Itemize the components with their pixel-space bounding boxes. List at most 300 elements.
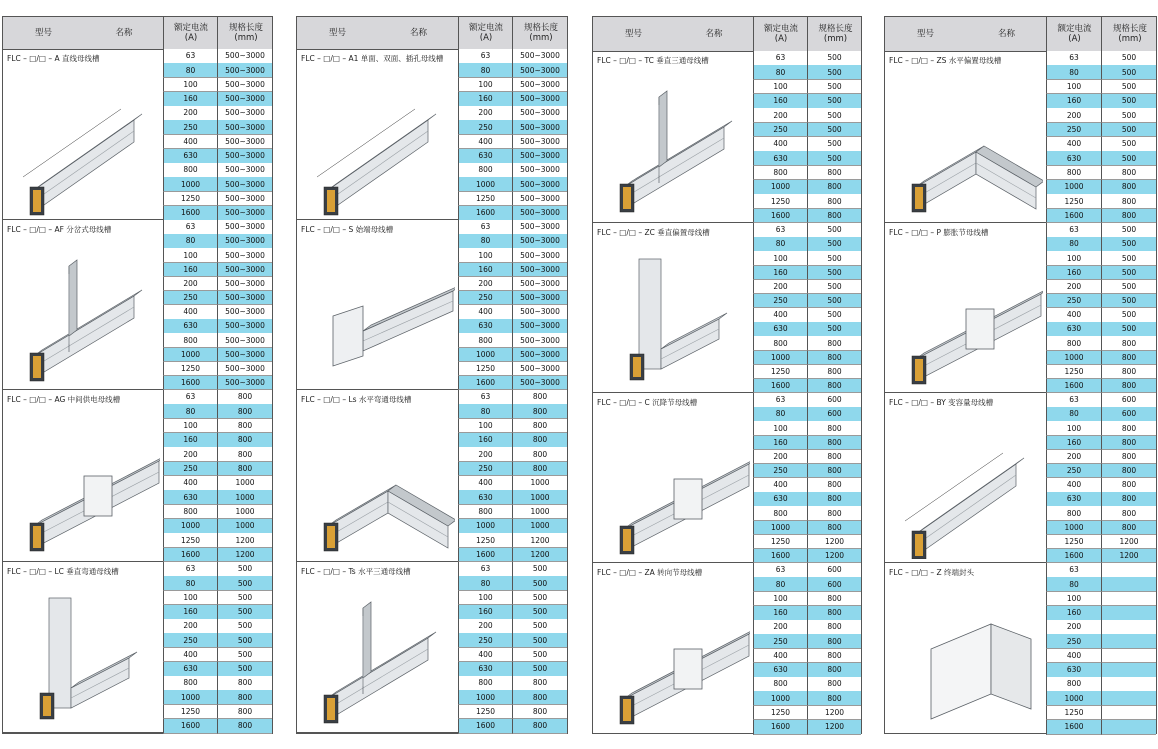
product-section xyxy=(3,562,272,733)
product-section xyxy=(297,562,567,733)
busbar-illustration xyxy=(891,67,1043,219)
rated-current-cell: 250 xyxy=(458,291,513,306)
rated-current-cell: 1250 xyxy=(1046,194,1102,209)
rated-current-cell: 63 xyxy=(753,51,808,66)
length-spec-cell: 800 xyxy=(808,194,861,209)
rated-current-cell: 400 xyxy=(458,305,513,320)
length-spec-cell: 500~3000 xyxy=(218,362,272,377)
rated-current-cell: 1000 xyxy=(753,180,808,195)
rated-current-cell: 1250 xyxy=(163,705,218,720)
length-spec-cell: 500 xyxy=(218,662,272,677)
length-spec-cell: 800 xyxy=(218,433,272,448)
rated-current-cell: 800 xyxy=(753,506,808,521)
length-spec-cell: 500 xyxy=(808,137,861,152)
rated-current-cell: 80 xyxy=(163,234,218,249)
length-spec-cell: 800 xyxy=(1102,209,1156,224)
rated-current-cell: 100 xyxy=(163,419,218,434)
length-spec-cell: 500 xyxy=(1102,94,1156,109)
product-model-name: FLC – □/□ – A1 单面、双面、插孔母线槽 xyxy=(301,54,444,63)
rated-current-cell: 80 xyxy=(1046,407,1102,422)
length-spec-cell: 500~3000 xyxy=(218,63,272,78)
product-section xyxy=(885,51,1156,223)
length-spec-cell: 500 xyxy=(513,648,567,663)
rated-current-cell: 63 xyxy=(753,393,808,408)
rated-current-cell: 200 xyxy=(163,619,218,634)
rated-current-cell: 63 xyxy=(163,390,218,405)
product-panel xyxy=(592,16,862,734)
length-spec-cell: 800 xyxy=(513,705,567,720)
product-model-name: FLC – □/□ – P 膨胀节母线槽 xyxy=(889,228,989,237)
rated-current-cell: 100 xyxy=(1046,421,1102,436)
rated-current-cell: 400 xyxy=(753,478,808,493)
rated-current-cell: 1000 xyxy=(163,690,218,705)
rated-current-cell: 1250 xyxy=(458,362,513,377)
rated-current-cell: 1250 xyxy=(163,533,218,548)
length-spec-cell: 500~3000 xyxy=(513,192,567,207)
length-spec-cell: 500 xyxy=(808,223,861,238)
rated-current-cell: 160 xyxy=(458,263,513,278)
length-spec-cell: 500 xyxy=(1102,123,1156,138)
rated-current-cell: 250 xyxy=(753,464,808,479)
length-spec-cell: 800 xyxy=(513,462,567,477)
product-section xyxy=(885,563,1156,734)
rated-current-cell: 1600 xyxy=(753,549,808,564)
length-spec-cell: 500~3000 xyxy=(513,78,567,93)
length-spec-cell: 1200 xyxy=(808,549,861,564)
length-spec-cell: 500~3000 xyxy=(218,376,272,391)
length-spec-cell xyxy=(1102,677,1156,692)
length-spec-cell: 800 xyxy=(1102,521,1156,536)
rated-current-cell: 200 xyxy=(458,447,513,462)
length-spec-cell: 500 xyxy=(1102,294,1156,309)
length-spec-cell: 500~3000 xyxy=(513,149,567,164)
product-model-name: FLC – □/□ – Z 终端封头 xyxy=(889,568,974,577)
rated-current-cell: 630 xyxy=(753,492,808,507)
length-spec-cell: 500 xyxy=(1102,280,1156,295)
length-spec-cell: 500 xyxy=(513,662,567,677)
length-spec-cell: 600 xyxy=(1102,393,1156,408)
product-model-name: FLC – □/□ – TC 垂直三通母线槽 xyxy=(597,56,709,65)
length-spec-cell: 800 xyxy=(808,521,861,536)
rated-current-cell: 1250 xyxy=(458,533,513,548)
length-spec-cell: 500 xyxy=(1102,51,1156,66)
rated-current-cell: 250 xyxy=(1046,294,1102,309)
rated-current-cell: 800 xyxy=(753,336,808,351)
length-spec-cell: 800 xyxy=(808,606,861,621)
rated-current-cell: 1000 xyxy=(753,691,808,706)
header-name: 名称 xyxy=(115,28,133,38)
product-section xyxy=(593,51,861,223)
rated-current-cell: 800 xyxy=(163,676,218,691)
length-spec-cell xyxy=(1102,691,1156,706)
product-model-name: FLC – □/□ – C 沉降节母线槽 xyxy=(597,398,698,407)
length-spec-cell: 800 xyxy=(1102,492,1156,507)
length-spec-cell xyxy=(1102,663,1156,678)
length-spec-cell: 1000 xyxy=(218,490,272,505)
length-spec-cell: 800 xyxy=(1102,166,1156,181)
rated-current-cell: 63 xyxy=(753,223,808,238)
header-length: 规格长度 (mm) xyxy=(523,23,558,43)
rated-current-cell: 80 xyxy=(753,237,808,252)
length-spec-cell: 800 xyxy=(513,690,567,705)
length-spec-cell: 800 xyxy=(808,436,861,451)
header-name: 名称 xyxy=(409,28,427,38)
length-spec-cell: 800 xyxy=(513,433,567,448)
rated-current-cell: 200 xyxy=(163,106,218,121)
length-spec-cell: 500 xyxy=(1102,251,1156,266)
length-spec-cell: 800 xyxy=(808,209,861,224)
length-spec-cell: 500 xyxy=(513,576,567,591)
length-spec-cell: 600 xyxy=(1102,407,1156,422)
rated-current-cell: 80 xyxy=(1046,577,1102,592)
length-spec-cell: 500~3000 xyxy=(218,248,272,263)
length-spec-cell: 500 xyxy=(808,251,861,266)
rated-current-cell: 63 xyxy=(458,390,513,405)
header-model: 型号 xyxy=(624,29,642,39)
rated-current-cell: 400 xyxy=(1046,649,1102,664)
length-spec-cell: 500~3000 xyxy=(218,333,272,348)
rated-current-cell: 1250 xyxy=(753,194,808,209)
rated-current-cell: 1250 xyxy=(163,192,218,207)
length-spec-cell: 800 xyxy=(808,634,861,649)
rated-current-cell: 800 xyxy=(753,166,808,181)
rated-current-cell: 63 xyxy=(163,220,218,235)
product-section xyxy=(885,223,1156,393)
length-spec-cell: 500 xyxy=(1102,137,1156,152)
rated-current-cell: 80 xyxy=(458,404,513,419)
product-section xyxy=(297,49,567,220)
length-spec-cell: 500~3000 xyxy=(218,263,272,278)
header-divider xyxy=(1101,17,1102,51)
rated-current-cell: 250 xyxy=(753,123,808,138)
length-spec-cell: 500~3000 xyxy=(513,63,567,78)
header-divider xyxy=(458,17,459,49)
length-spec-cell: 1200 xyxy=(218,548,272,563)
rated-current-cell: 100 xyxy=(458,248,513,263)
rated-current-cell: 100 xyxy=(753,80,808,95)
length-spec-cell: 500~3000 xyxy=(513,348,567,363)
length-spec-cell: 1200 xyxy=(808,720,861,735)
header-current: 额定电流 (A) xyxy=(173,23,208,43)
header-length: 规格长度 (mm) xyxy=(818,24,853,44)
length-spec-cell: 500~3000 xyxy=(513,206,567,221)
length-spec-cell: 800 xyxy=(808,663,861,678)
length-spec-cell: 500~3000 xyxy=(513,135,567,150)
product-section xyxy=(297,390,567,562)
busbar-illustration xyxy=(891,239,1043,389)
table-header xyxy=(297,17,567,50)
length-spec-cell: 800 xyxy=(513,404,567,419)
rated-current-cell: 100 xyxy=(458,419,513,434)
length-spec-cell: 500 xyxy=(513,633,567,648)
rated-current-cell: 160 xyxy=(753,606,808,621)
length-spec-cell: 800 xyxy=(1102,464,1156,479)
header-divider xyxy=(512,17,513,49)
rated-current-cell: 250 xyxy=(458,462,513,477)
product-model-name: FLC – □/□ – ZC 垂直偏置母线槽 xyxy=(597,228,710,237)
rated-current-cell: 100 xyxy=(163,248,218,263)
rated-current-cell: 400 xyxy=(163,135,218,150)
length-spec-cell: 1000 xyxy=(218,505,272,520)
rated-current-cell: 630 xyxy=(753,322,808,337)
length-spec-cell: 500 xyxy=(808,151,861,166)
length-spec-cell: 1200 xyxy=(1102,549,1156,564)
rated-current-cell: 400 xyxy=(753,137,808,152)
busbar-illustration xyxy=(9,65,160,216)
rated-current-cell: 80 xyxy=(163,63,218,78)
length-spec-cell: 500 xyxy=(808,65,861,80)
rated-current-cell: 80 xyxy=(163,576,218,591)
rated-current-cell: 1000 xyxy=(163,519,218,534)
length-spec-cell: 500 xyxy=(218,619,272,634)
rated-current-cell: 1600 xyxy=(1046,209,1102,224)
rated-current-cell: 160 xyxy=(753,266,808,281)
length-spec-cell: 500~3000 xyxy=(513,163,567,178)
product-model-name: FLC – □/□ – A 直线母线槽 xyxy=(7,54,100,63)
rated-current-cell: 1250 xyxy=(163,362,218,377)
rated-current-cell: 1000 xyxy=(458,177,513,192)
length-spec-cell: 1000 xyxy=(513,505,567,520)
rated-current-cell: 63 xyxy=(1046,393,1102,408)
rated-current-cell: 200 xyxy=(163,277,218,292)
rated-current-cell: 1600 xyxy=(163,206,218,221)
rated-current-cell: 200 xyxy=(753,620,808,635)
rated-current-cell: 630 xyxy=(753,663,808,678)
header-divider xyxy=(1046,17,1047,51)
rated-current-cell: 400 xyxy=(753,308,808,323)
rated-current-cell: 250 xyxy=(1046,464,1102,479)
rated-current-cell: 1000 xyxy=(163,177,218,192)
rated-current-cell: 250 xyxy=(1046,634,1102,649)
table-header xyxy=(885,17,1156,52)
length-spec-cell: 500~3000 xyxy=(218,78,272,93)
rated-current-cell: 630 xyxy=(1046,663,1102,678)
length-spec-cell: 500 xyxy=(218,633,272,648)
rated-current-cell: 630 xyxy=(163,490,218,505)
rated-current-cell: 80 xyxy=(753,65,808,80)
rated-current-cell: 800 xyxy=(753,677,808,692)
product-section xyxy=(3,49,272,220)
length-spec-cell: 800 xyxy=(808,677,861,692)
length-spec-cell: 500~3000 xyxy=(513,248,567,263)
length-spec-cell: 500~3000 xyxy=(513,263,567,278)
rated-current-cell: 1000 xyxy=(753,521,808,536)
rated-current-cell: 200 xyxy=(753,450,808,465)
length-spec-cell: 800 xyxy=(218,690,272,705)
header-length: 规格长度 (mm) xyxy=(1112,24,1147,44)
length-spec-cell: 500 xyxy=(808,266,861,281)
busbar-illustration xyxy=(891,409,1043,559)
rated-current-cell: 160 xyxy=(163,92,218,107)
length-spec-cell: 800 xyxy=(808,450,861,465)
rated-current-cell: 400 xyxy=(163,648,218,663)
rated-current-cell: 1250 xyxy=(458,705,513,720)
rated-current-cell: 160 xyxy=(458,92,513,107)
rated-current-cell: 160 xyxy=(1046,606,1102,621)
rated-current-cell: 63 xyxy=(1046,51,1102,66)
rated-current-cell: 800 xyxy=(1046,677,1102,692)
length-spec-cell: 1000 xyxy=(513,519,567,534)
rated-current-cell: 1000 xyxy=(1046,521,1102,536)
length-spec-cell: 500~3000 xyxy=(513,220,567,235)
rated-current-cell: 100 xyxy=(753,421,808,436)
rated-current-cell: 1600 xyxy=(163,376,218,391)
length-spec-cell xyxy=(1102,592,1156,607)
rated-current-cell: 200 xyxy=(1046,450,1102,465)
rated-current-cell: 250 xyxy=(1046,123,1102,138)
length-spec-cell: 800 xyxy=(808,620,861,635)
header-name: 名称 xyxy=(997,29,1015,39)
length-spec-cell: 500 xyxy=(1102,322,1156,337)
length-spec-cell: 1000 xyxy=(513,476,567,491)
rated-current-cell: 80 xyxy=(458,234,513,249)
rated-current-cell: 1250 xyxy=(1046,535,1102,550)
length-spec-cell: 500~3000 xyxy=(218,220,272,235)
rated-current-cell: 250 xyxy=(753,294,808,309)
rated-current-cell: 100 xyxy=(163,78,218,93)
rated-current-cell: 80 xyxy=(753,577,808,592)
rated-current-cell: 800 xyxy=(163,505,218,520)
length-spec-cell: 500 xyxy=(808,108,861,123)
product-panel xyxy=(2,16,273,734)
rated-current-cell: 630 xyxy=(458,490,513,505)
length-spec-cell: 800 xyxy=(808,691,861,706)
length-spec-cell: 800 xyxy=(1102,351,1156,366)
product-model-name: FLC – □/□ – Ls 水平弯通母线槽 xyxy=(301,395,412,404)
length-spec-cell: 800 xyxy=(513,676,567,691)
length-spec-cell: 800 xyxy=(218,447,272,462)
header-divider xyxy=(163,17,164,49)
length-spec-cell: 500 xyxy=(218,605,272,620)
length-spec-cell: 500 xyxy=(808,123,861,138)
length-spec-cell: 800 xyxy=(1102,180,1156,195)
rated-current-cell: 400 xyxy=(163,476,218,491)
rated-current-cell: 100 xyxy=(1046,80,1102,95)
length-spec-cell xyxy=(1102,706,1156,721)
busbar-illustration xyxy=(599,239,750,389)
busbar-illustration xyxy=(891,579,1043,730)
rated-current-cell: 800 xyxy=(458,163,513,178)
length-spec-cell xyxy=(1102,620,1156,635)
length-spec-cell: 800 xyxy=(808,478,861,493)
rated-current-cell: 100 xyxy=(1046,251,1102,266)
product-section xyxy=(593,393,861,563)
rated-current-cell: 1250 xyxy=(753,365,808,380)
rated-current-cell: 400 xyxy=(1046,137,1102,152)
rated-current-cell: 1600 xyxy=(753,209,808,224)
rated-current-cell: 1600 xyxy=(753,720,808,735)
length-spec-cell: 600 xyxy=(808,407,861,422)
length-spec-cell: 500~3000 xyxy=(218,192,272,207)
rated-current-cell: 1600 xyxy=(163,719,218,734)
length-spec-cell: 500~3000 xyxy=(513,376,567,391)
rated-current-cell: 200 xyxy=(1046,108,1102,123)
rated-current-cell: 630 xyxy=(458,149,513,164)
product-section xyxy=(3,220,272,390)
length-spec-cell: 500~3000 xyxy=(218,120,272,135)
rated-current-cell: 63 xyxy=(1046,223,1102,238)
rated-current-cell: 250 xyxy=(163,633,218,648)
rated-current-cell: 200 xyxy=(1046,280,1102,295)
length-spec-cell: 800 xyxy=(808,464,861,479)
rated-current-cell: 400 xyxy=(163,305,218,320)
rated-current-cell: 800 xyxy=(163,333,218,348)
rated-current-cell: 1250 xyxy=(458,192,513,207)
length-spec-cell: 500 xyxy=(513,605,567,620)
rated-current-cell: 1600 xyxy=(1046,549,1102,564)
product-model-name: FLC – □/□ – S 始端母线槽 xyxy=(301,225,394,234)
length-spec-cell: 500 xyxy=(808,237,861,252)
rated-current-cell: 400 xyxy=(1046,478,1102,493)
length-spec-cell: 800 xyxy=(808,180,861,195)
rated-current-cell: 160 xyxy=(458,605,513,620)
busbar-illustration xyxy=(9,406,160,558)
rated-current-cell: 630 xyxy=(1046,322,1102,337)
rated-current-cell: 1600 xyxy=(753,379,808,394)
rated-current-cell: 63 xyxy=(163,562,218,577)
rated-current-cell: 200 xyxy=(753,280,808,295)
product-section xyxy=(593,223,861,393)
length-spec-cell: 500 xyxy=(1102,223,1156,238)
length-spec-cell: 500~3000 xyxy=(513,319,567,334)
rated-current-cell: 800 xyxy=(458,505,513,520)
rated-current-cell: 160 xyxy=(163,605,218,620)
busbar-illustration xyxy=(303,236,455,386)
length-spec-cell: 500 xyxy=(1102,65,1156,80)
rated-current-cell: 800 xyxy=(1046,336,1102,351)
length-spec-cell: 1200 xyxy=(218,533,272,548)
rated-current-cell: 630 xyxy=(163,662,218,677)
length-spec-cell: 800 xyxy=(218,462,272,477)
length-spec-cell: 500 xyxy=(513,619,567,634)
rated-current-cell: 160 xyxy=(163,433,218,448)
length-spec-cell xyxy=(1102,720,1156,735)
rated-current-cell: 1000 xyxy=(458,519,513,534)
busbar-illustration xyxy=(599,579,750,730)
length-spec-cell: 800 xyxy=(808,365,861,380)
rated-current-cell: 80 xyxy=(1046,65,1102,80)
rated-current-cell: 200 xyxy=(1046,620,1102,635)
length-spec-cell: 800 xyxy=(808,506,861,521)
length-spec-cell: 600 xyxy=(808,393,861,408)
rated-current-cell: 800 xyxy=(1046,506,1102,521)
length-spec-cell: 500 xyxy=(808,308,861,323)
product-panel xyxy=(884,16,1157,734)
rated-current-cell: 630 xyxy=(1046,492,1102,507)
length-spec-cell: 800 xyxy=(218,419,272,434)
length-spec-cell: 500 xyxy=(808,80,861,95)
rated-current-cell: 800 xyxy=(163,163,218,178)
rated-current-cell: 200 xyxy=(753,108,808,123)
length-spec-cell: 500~3000 xyxy=(218,291,272,306)
length-spec-cell: 1200 xyxy=(1102,535,1156,550)
length-spec-cell xyxy=(1102,563,1156,578)
rated-current-cell: 80 xyxy=(753,407,808,422)
rated-current-cell: 1000 xyxy=(163,348,218,363)
rated-current-cell: 63 xyxy=(458,562,513,577)
length-spec-cell: 800 xyxy=(218,676,272,691)
length-spec-cell: 500~3000 xyxy=(218,277,272,292)
length-spec-cell: 500 xyxy=(513,591,567,606)
rated-current-cell: 1250 xyxy=(753,535,808,550)
rated-current-cell: 630 xyxy=(163,149,218,164)
rated-current-cell: 400 xyxy=(458,648,513,663)
rated-current-cell: 630 xyxy=(458,319,513,334)
header-model: 型号 xyxy=(916,29,934,39)
length-spec-cell: 500 xyxy=(1102,151,1156,166)
length-spec-cell: 500~3000 xyxy=(513,277,567,292)
length-spec-cell: 800 xyxy=(1102,478,1156,493)
